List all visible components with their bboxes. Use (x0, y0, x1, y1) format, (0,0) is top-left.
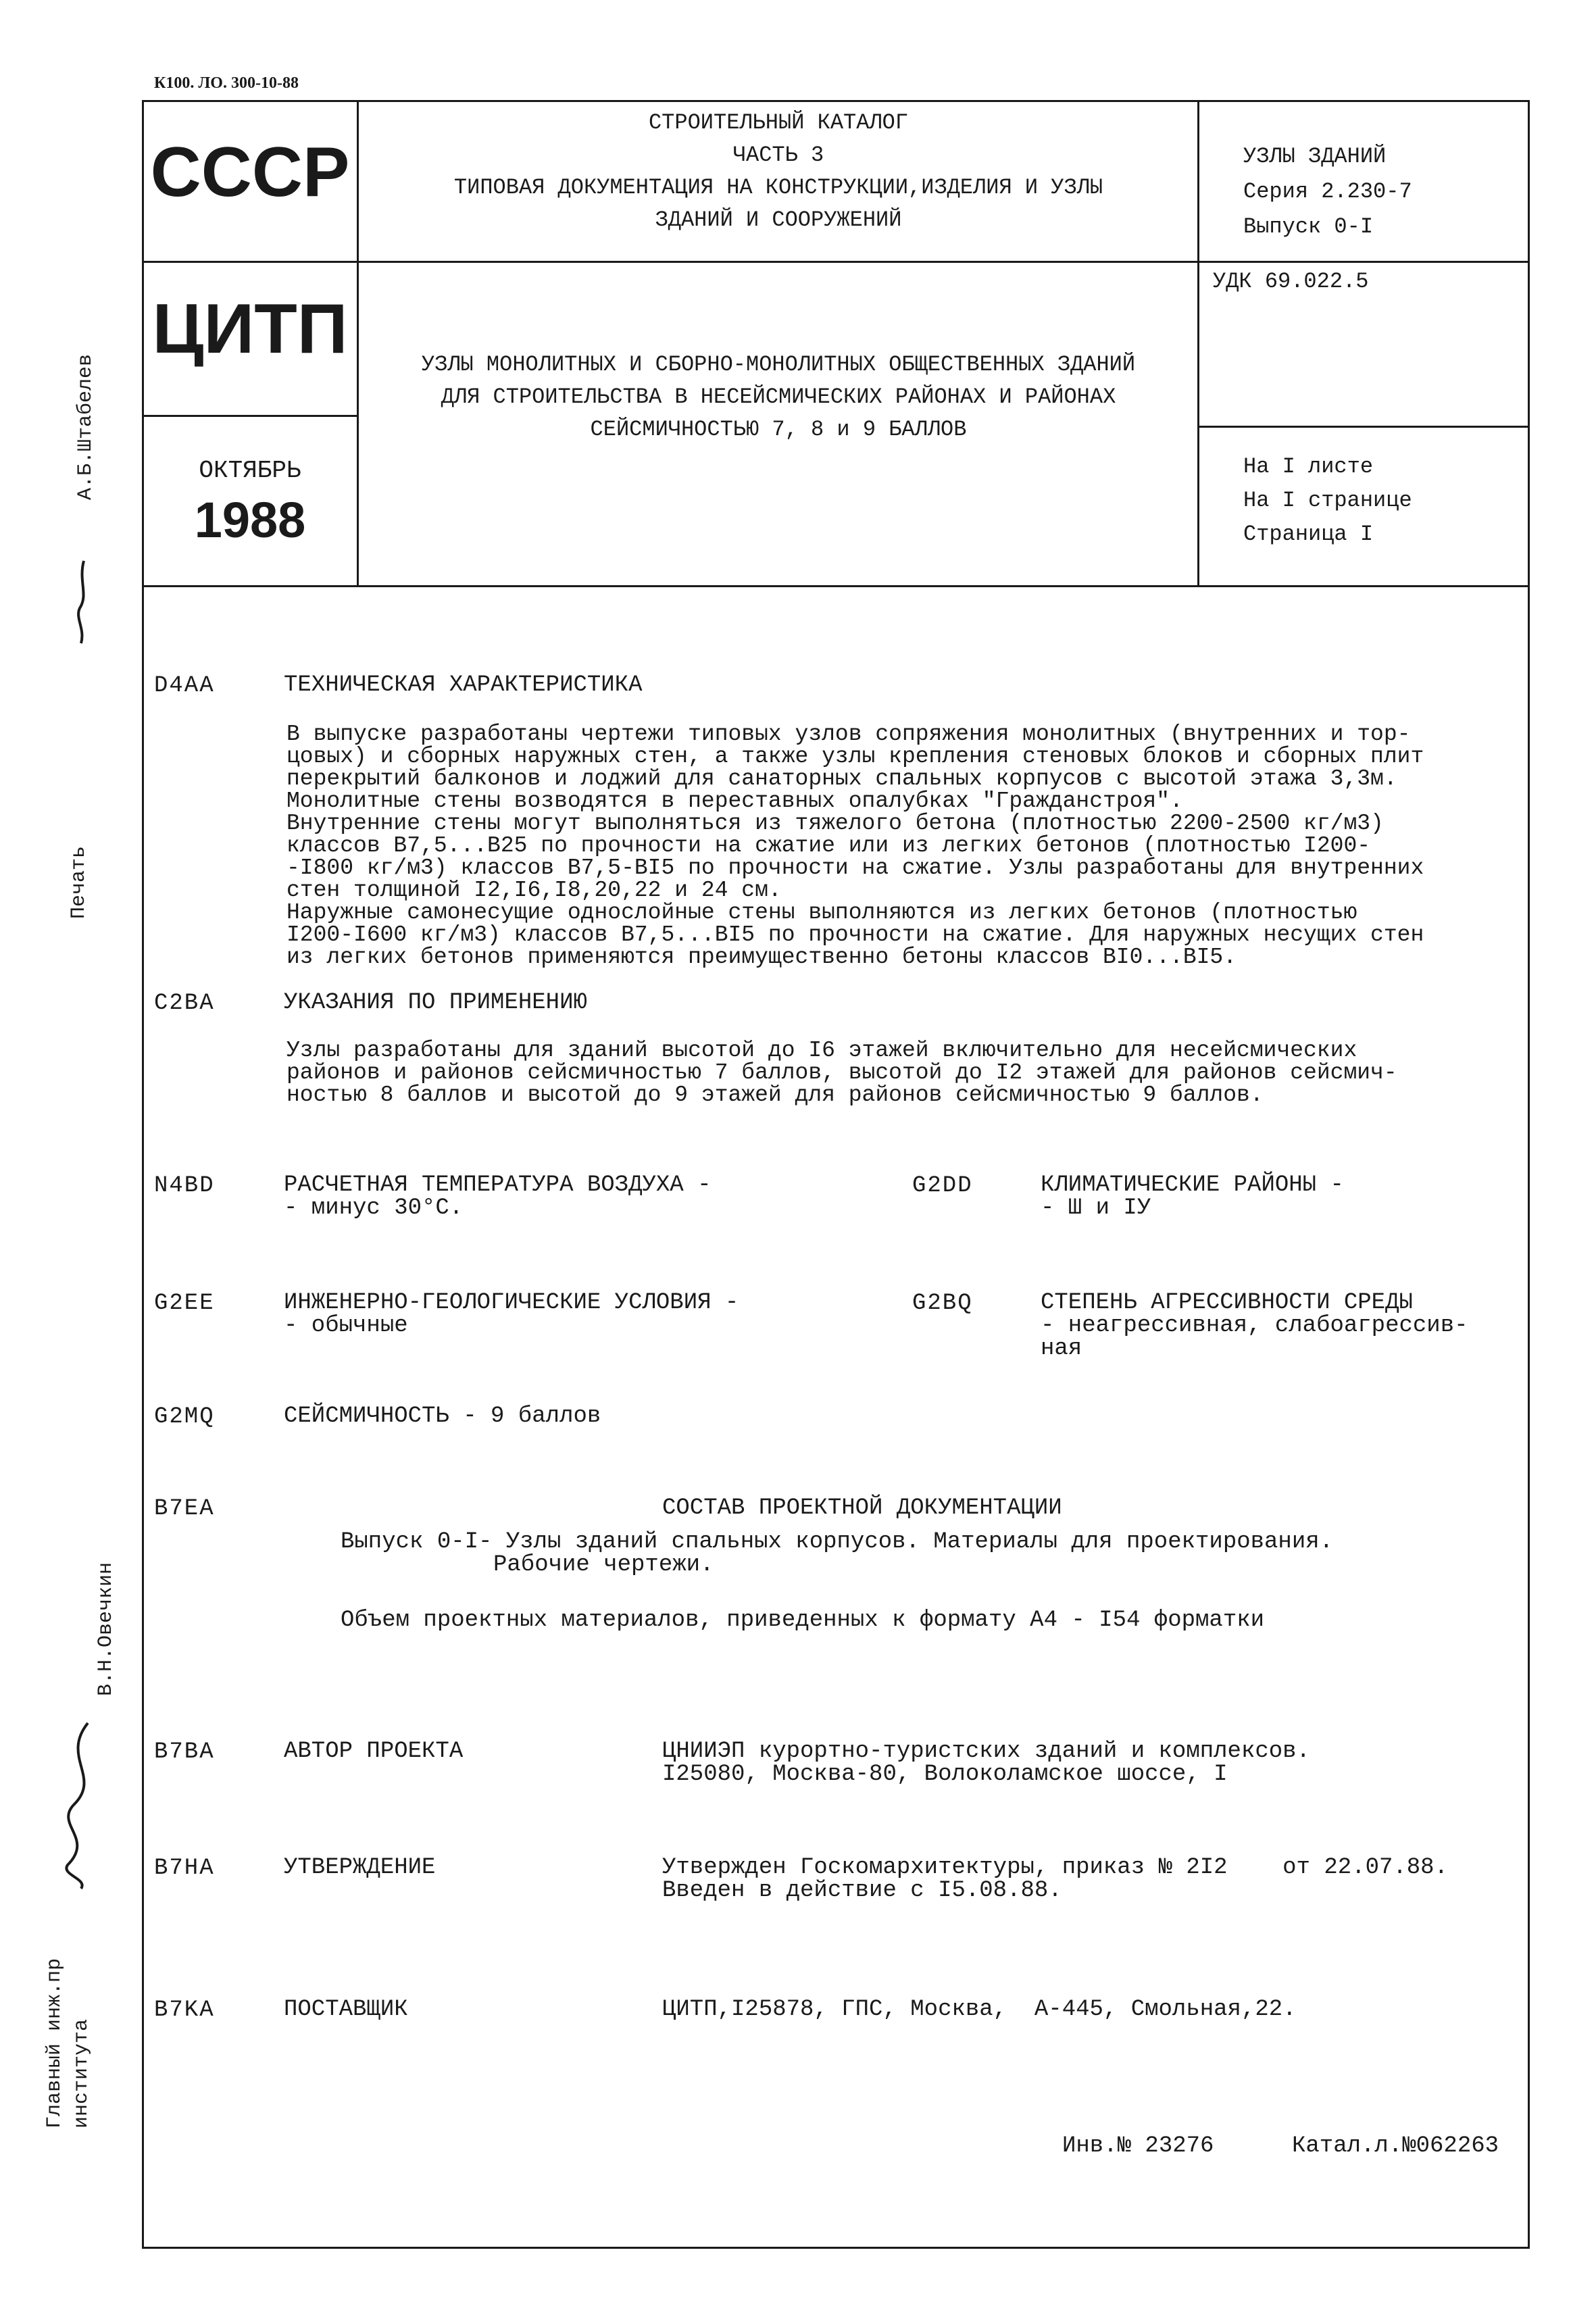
catalog-sheet-number: Катал.л.№062263 (1292, 2133, 1499, 2159)
margin-name-bottom: В.Н.Овечкин (95, 1562, 118, 1696)
signature-top (65, 554, 99, 649)
series-line: Выпуск 0-I (1243, 214, 1374, 239)
seism-text: СЕЙСМИЧНОСТЬ - 9 баллов (284, 1403, 601, 1429)
author-line: ЦНИИЭП курортно-туристских зданий и комплексов. (662, 1739, 1310, 1764)
margin-name-top: А.Б.Штабелев (74, 353, 97, 500)
docs-line: Выпуск 0-I- Узлы зданий спальных корпусов. Материалы для проектирования. (341, 1529, 1334, 1555)
tech-body (286, 723, 1424, 968)
heading-tech: ТЕХНИЧЕСКАЯ ХАРАКТЕРИСТИКА (284, 672, 643, 698)
aggr-label: СТЕПЕНЬ АГРЕССИВНОСТИ СРЕДЫ (1041, 1290, 1413, 1316)
divider (142, 261, 1530, 263)
author-label: АВТОР ПРОЕКТА (284, 1739, 464, 1764)
catalog-title (359, 107, 1197, 237)
inventory-number: Инв.№ 23276 (1062, 2133, 1214, 2159)
divider (142, 585, 1530, 587)
geo-value: - обычные (284, 1313, 408, 1339)
body-line: цовых) и сборных наружных стен, а также узлы крепления стеновых блоков и сборных плит (286, 744, 1424, 769)
climate-label: КЛИМАТИЧЕСКИЕ РАЙОНЫ - (1041, 1172, 1344, 1198)
body-line: В выпуске разработаны чертежи типовых узлов сопряжения монолитных (внутренних и тор- (286, 722, 1411, 747)
catalog-line: ТИПОВАЯ ДОКУМЕНТАЦИЯ НА КОНСТРУКЦИИ,ИЗДЕЛИЯ И УЗЛЫ (453, 175, 1103, 200)
usage-body (286, 1039, 1397, 1106)
series-line: Серия 2.230-7 (1243, 179, 1412, 204)
sheet-info (1243, 450, 1412, 551)
catalog-line: ЧАСТЬ 3 (732, 143, 824, 168)
code-temp: N4BD (154, 1173, 215, 1199)
divider (1197, 100, 1199, 585)
document-title (359, 349, 1197, 446)
body-line: ностью 8 баллов и высотой до 9 этажей для районов сейсмичностью 9 баллов. (286, 1082, 1264, 1107)
heading-usage: УКАЗАНИЯ ПО ПРИМЕНЕНИЮ (284, 990, 587, 1016)
body-line: районов и районов сейсмичностью 7 баллов, высотой до I2 этажей для районов сейсмич- (286, 1060, 1397, 1085)
code-aggr: G2BQ (912, 1291, 973, 1316)
docs-line: Рабочие чертежи. (493, 1552, 714, 1578)
approval-line: Введен в действие с I5.08.88. (662, 1878, 1062, 1903)
body-line: -I800 кг/м3) классов В7,5-ВI5 по прочности на сжатие. Узлы разработаны для внутренних (286, 855, 1424, 880)
code-tech: D4AA (154, 673, 215, 699)
approval-label: УТВЕРЖДЕНИЕ (284, 1855, 436, 1881)
document-code: К100. ЛО. 300-10-88 (154, 74, 299, 92)
sheet-line: На I листе (1243, 454, 1374, 479)
aggr-value: - неагрессивная, слабоагрессив- (1041, 1313, 1468, 1339)
udk-code: УДК 69.022.5 (1213, 269, 1369, 294)
supplier-label: ПОСТАВЩИК (284, 1997, 408, 2022)
divider (142, 415, 358, 417)
org-citp: ЦИТП (152, 290, 348, 368)
aggr-value-cont: ная (1041, 1336, 1082, 1362)
code-climate: G2DD (912, 1173, 973, 1199)
climate-value: - Ш и IУ (1041, 1195, 1151, 1221)
body-line: стен толщиной I2,I6,I8,20,22 и 24 см. (286, 878, 782, 903)
body-line: перекрытий балконов и лоджий для санаторных спальных корпусов с высотой этажа 3,3м. (286, 766, 1397, 791)
series-info (1243, 139, 1412, 245)
body-line: Наружные самонесущие однослойные стены выполняются из легких бетонов (плотностью (286, 900, 1357, 925)
issue-year: 1988 (194, 492, 306, 548)
body-line: классов В7,5...В25 по прочности на сжатие или из легких бетонов (плотностью I200- (286, 833, 1371, 858)
title-line: УЗЛЫ МОНОЛИТНЫХ И СБОРНО-МОНОЛИТНЫХ ОБЩЕСТВЕННЫХ ЗДАНИЙ (421, 352, 1136, 377)
title-line: СЕЙСМИЧНОСТЬЮ 7, 8 и 9 БАЛЛОВ (590, 417, 967, 442)
body-line: Монолитные стены возводятся в переставных опалубках "Гражданстроя". (286, 789, 1183, 814)
org-ussr: СССР (150, 133, 350, 211)
approval-line: Утвержден Госкомархитектуры, приказ № 2I2 от 22.07.88. (662, 1855, 1448, 1881)
title-line: ДЛЯ СТРОИТЕЛЬСТВА В НЕСЕЙСМИЧЕСКИХ РАЙОНАХ И РАЙОНАХ (441, 384, 1116, 409)
body-line: из легких бетонов применяются преимущественно бетоны классов ВI0...ВI5. (286, 945, 1237, 970)
code-seism: G2MQ (154, 1404, 215, 1430)
catalog-line: ЗДАНИЙ И СООРУЖЕНИЙ (655, 207, 902, 232)
docs-volume: Объем проектных материалов, приведенных к формату А4 - I54 форматки (341, 1608, 1265, 1633)
issue-month: ОКТЯБРЬ (199, 457, 301, 484)
body-line: I200-I600 кг/м3) классов В7,5...ВI5 по прочности на сжатие. Для наружных несущих стен (286, 922, 1424, 947)
code-docs: B7EA (154, 1496, 215, 1522)
code-author: B7BA (154, 1739, 215, 1765)
margin-role-2: института (70, 2018, 93, 2129)
signature-bottom (47, 1716, 108, 1892)
divider (1197, 426, 1530, 428)
catalog-line: СТРОИТЕЛЬНЫЙ КАТАЛОГ (648, 110, 909, 135)
body-line: Внутренние стены могут выполняться из тяжелого бетона (плотностью 2200-2500 кг/м3) (286, 811, 1384, 836)
heading-docs: СОСТАВ ПРОЕКТНОЙ ДОКУМЕНТАЦИИ (662, 1495, 1062, 1521)
sheet-line: Страница I (1243, 522, 1374, 547)
code-supplier: B7KA (154, 1997, 215, 2023)
temp-value: - минус 30°С. (284, 1195, 464, 1221)
body-line: Узлы разработаны для зданий высотой до I6 этажей включительно для несейсмических (286, 1038, 1357, 1063)
margin-role-1: Главный инж.пр (43, 1958, 66, 2129)
code-approval: B7HA (154, 1856, 215, 1881)
temp-label: РАСЧЕТНАЯ ТЕМПЕРАТУРА ВОЗДУХА - (284, 1172, 712, 1198)
code-usage: C2BA (154, 991, 215, 1016)
supplier-text: ЦИТП,I25878, ГПС, Москва, А-445, Смольная,22. (662, 1997, 1297, 2022)
geo-label: ИНЖЕНЕРНО-ГЕОЛОГИЧЕСКИЕ УСЛОВИЯ - (284, 1290, 739, 1316)
margin-stamp-label: Печать (68, 845, 91, 919)
series-line: УЗЛЫ ЗДАНИЙ (1243, 144, 1387, 169)
sheet-line: На I странице (1243, 488, 1412, 513)
code-geo: G2EE (154, 1291, 215, 1316)
author-line: I25080, Москва-80, Волоколамское шоссе, I (662, 1762, 1228, 1787)
